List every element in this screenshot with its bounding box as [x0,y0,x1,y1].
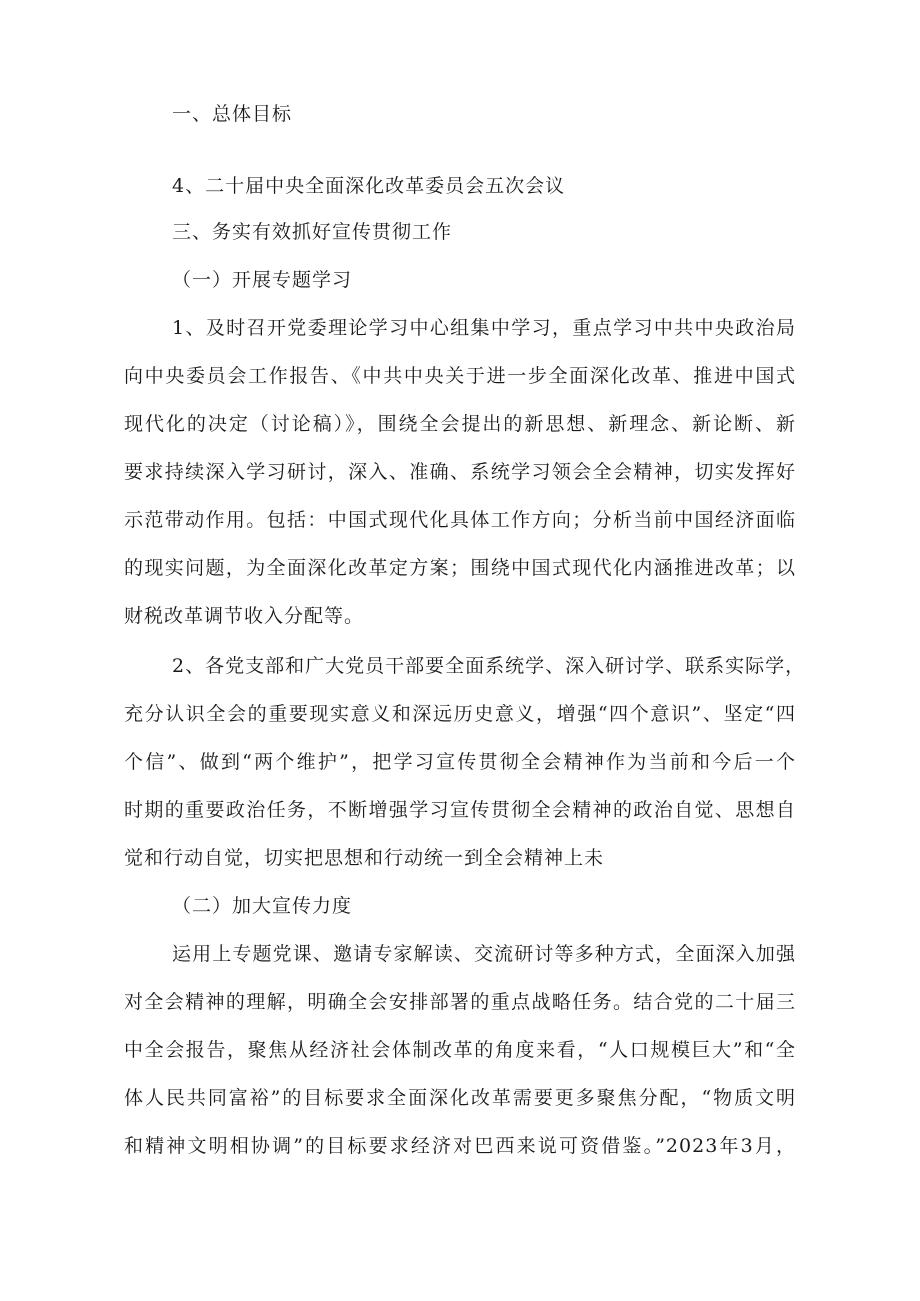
para2-line-1: 2、各党支部和广大党员干部要全面系统学、深入研讨学、联系实际学， [172,655,806,677]
heading-section-3: 三、务实有效抓好宣传贯彻工作 [172,221,453,243]
para1-line-4: 要求持续深入学习研讨，深入、准确、系统学习领会全会精神，切实发挥好 [124,461,796,483]
para3-line-5: 和精神文明相协调”的目标要求经济对巴西来说可资借鉴。”2023年3月， [124,1135,796,1157]
para3-line-1: 运用上专题党课、邀请专家解读、交流研讨等多种方式，全面深入加强 [172,943,796,965]
para1-line-1: 1、及时召开党委理论学习中心组集中学习，重点学习中共中央政治局 [172,317,796,339]
para1-line-7: 财税改革调节收入分配等。 [124,605,365,627]
item-4: 4、二十届中央全面深化改革委员会五次会议 [172,175,566,197]
para3-line-3: 中全会报告，聚焦从经济社会体制改革的角度来看，“人口规模巨大”和“全 [124,1039,796,1061]
para1-line-5: 示范带动作用。包括：中国式现代化具体工作方向；分析当前中国经济面临 [124,509,796,531]
para1-line-3: 现代化的决定（讨论稿）》，围绕全会提出的新思想、新理念、新论断、新 [124,413,796,435]
para2-line-2: 充分认识全会的重要现实意义和深远历史意义，增强“四个意识”、坚定“四 [124,703,796,725]
para2-line-4: 时期的重要政治任务，不断增强学习宣传贯彻全会精神的政治自觉、思想自 [124,799,796,821]
para2-line-3: 个信”、做到“两个维护”，把学习宣传贯彻全会精神作为当前和今后一个 [124,751,796,773]
subheading-publicity: （二）加大宣传力度 [172,895,353,917]
subheading-study: （一）开展专题学习 [172,269,353,291]
para3-line-2: 对全会精神的理解，明确全会安排部署的重点战略任务。结合党的二十届三 [124,991,796,1013]
para2-line-5: 觉和行动自觉，切实把思想和行动统一到全会精神上未 [124,847,605,869]
heading-overall-goal: 一、总体目标 [172,103,293,125]
para1-line-6: 的现实问题，为全面深化改革定方案；围绕中国式现代化内涵推进改革；以 [124,557,796,579]
para3-line-4: 体人民共同富裕”的目标要求全面深化改革需要更多聚焦分配，“物质文明 [124,1087,796,1109]
para1-line-2: 向中央委员会工作报告、《中共中央关于进一步全面深化改革、推进中国式 [124,365,796,387]
